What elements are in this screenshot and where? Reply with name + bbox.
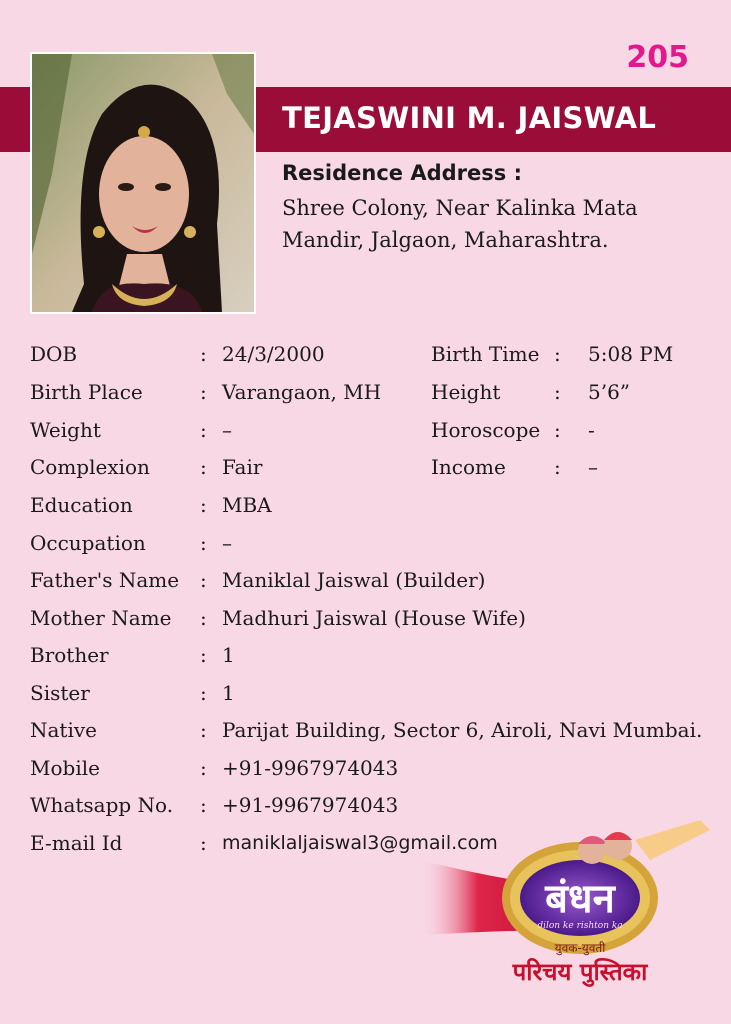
- detail-label: Horoscope: [431, 418, 541, 442]
- logo-bottom-text: परिचय पुस्तिका: [512, 958, 648, 986]
- address-body: [282, 192, 702, 256]
- detail-separator: :: [554, 380, 561, 404]
- detail-label: Sister: [30, 681, 90, 705]
- detail-label: Brother: [30, 643, 109, 667]
- detail-value: +91-9967974043: [222, 756, 399, 780]
- detail-value: 1: [222, 643, 235, 667]
- detail-value: -: [588, 418, 595, 442]
- detail-value: Parijat Building, Sector 6, Airoli, Navi Mumbai.: [222, 718, 703, 742]
- detail-separator: :: [554, 418, 561, 442]
- detail-separator: :: [200, 342, 207, 366]
- detail-value: 1: [222, 681, 235, 705]
- detail-separator: :: [200, 531, 207, 555]
- detail-value: MBA: [222, 493, 272, 517]
- detail-separator: :: [200, 455, 207, 479]
- portrait-photo: [32, 54, 254, 312]
- detail-separator: :: [200, 793, 207, 817]
- address-line: Mandir, Jalgaon, Maharashtra.: [282, 228, 609, 252]
- address-line: Shree Colony, Near Kalinka Mata: [282, 196, 638, 220]
- detail-value: 5:08 PM: [588, 342, 674, 366]
- detail-label: Father's Name: [30, 568, 180, 592]
- detail-separator: :: [200, 718, 207, 742]
- detail-label: Mother Name: [30, 606, 172, 630]
- detail-separator: :: [200, 643, 207, 667]
- detail-value: –: [588, 455, 598, 479]
- detail-label: Birth Place: [30, 380, 143, 404]
- detail-separator: :: [200, 756, 207, 780]
- detail-label: Whatsapp No.: [30, 793, 174, 817]
- detail-separator: :: [200, 831, 207, 855]
- detail-label: Weight: [30, 418, 101, 442]
- detail-label: Complexion: [30, 455, 150, 479]
- detail-label: Income: [431, 455, 506, 479]
- detail-value: –: [222, 418, 232, 442]
- profile-photo: [30, 52, 256, 314]
- detail-separator: :: [200, 418, 207, 442]
- logo-emblem: [420, 820, 720, 1000]
- detail-label: Native: [30, 718, 97, 742]
- detail-separator: :: [554, 455, 561, 479]
- detail-value: Varangaon, MH: [222, 380, 382, 404]
- detail-label: Mobile: [30, 756, 100, 780]
- detail-separator: :: [200, 493, 207, 517]
- bandhan-logo: [420, 820, 720, 1000]
- address-heading: Residence Address :: [282, 161, 522, 185]
- detail-separator: :: [554, 342, 561, 366]
- logo-tagline: dilon ke rishton ka: [537, 921, 623, 931]
- detail-value: 24/3/2000: [222, 342, 325, 366]
- detail-value: Madhuri Jaiswal (House Wife): [222, 606, 526, 630]
- detail-label: Birth Time: [431, 342, 540, 366]
- detail-label: E-mail Id: [30, 831, 123, 855]
- logo-main-text: बंधन: [545, 876, 615, 922]
- detail-separator: :: [200, 681, 207, 705]
- logo-sub-text: युवक-युवती: [554, 941, 606, 955]
- page-number: 205: [626, 40, 689, 75]
- profile-name: TEJASWINI M. JAISWAL: [282, 101, 657, 135]
- detail-separator: :: [200, 380, 207, 404]
- detail-label: Education: [30, 493, 133, 517]
- detail-label: DOB: [30, 342, 78, 366]
- detail-value: Fair: [222, 455, 263, 479]
- detail-value: maniklaljaiswal3@gmail.com: [222, 832, 498, 854]
- detail-separator: :: [200, 606, 207, 630]
- detail-value: –: [222, 531, 232, 555]
- detail-separator: :: [200, 568, 207, 592]
- detail-label: Height: [431, 380, 501, 404]
- detail-value: Maniklal Jaiswal (Builder): [222, 568, 486, 592]
- detail-label: Occupation: [30, 531, 146, 555]
- detail-value: +91-9967974043: [222, 793, 399, 817]
- detail-value: 5’6”: [588, 380, 631, 404]
